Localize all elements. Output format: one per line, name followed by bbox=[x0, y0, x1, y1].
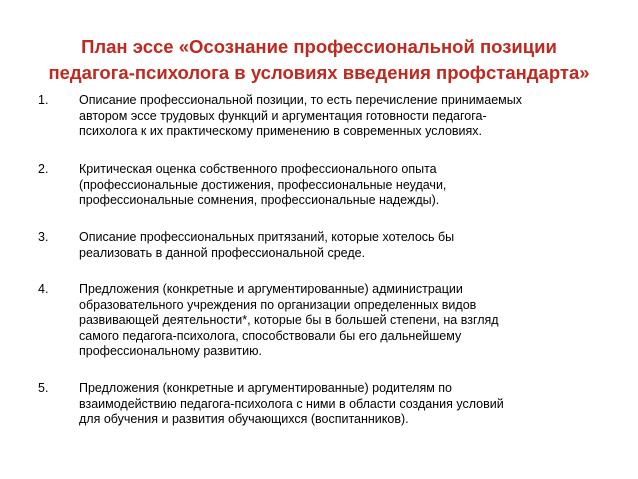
list-item-text bbox=[79, 230, 607, 261]
list-item-text bbox=[79, 93, 607, 140]
list-item-number: 5. bbox=[38, 381, 49, 395]
list-item-line: Критическая оценка собственного профессионального опыта bbox=[79, 162, 437, 176]
list-item-line: Предложения (конкретные и аргументированные) родителям по bbox=[79, 381, 453, 395]
list-item-line: развивающей деятельности*, которые бы в большей степени, на взгляд bbox=[79, 313, 499, 327]
list-item-number: 2. bbox=[38, 162, 49, 176]
list-item-line: самого педагога-психолога, способствовали бы его дальнейшему bbox=[79, 328, 462, 343]
list-item-number: 1. bbox=[38, 93, 49, 107]
list-item-text bbox=[79, 381, 607, 428]
list-item-line: взаимодействию педагога-психолога с ними в области создания условий bbox=[79, 396, 504, 411]
list-item-line: образовательного учреждения по организации определенных видов bbox=[79, 297, 477, 312]
list-item-line: автором эссе трудовых функций и аргументация готовности педагога- bbox=[79, 108, 487, 123]
list-item-line: профессиональному развитию. bbox=[79, 344, 262, 358]
slide-title bbox=[20, 34, 618, 86]
list-item-line: психолога к их практическому применению в современных условиях. bbox=[79, 124, 483, 138]
list-item-text bbox=[79, 162, 607, 209]
slide-title-line-2: педагога-психолога в условиях введения профстандарта» bbox=[48, 62, 590, 83]
list-item-line: профессиональные сомнения, профессиональные надежды). bbox=[79, 193, 440, 207]
list-item-line: Предложения (конкретные и аргументированные) администрации bbox=[79, 282, 463, 296]
list-item-line: реализовать в данной профессиональной среде. bbox=[79, 245, 366, 260]
list-item-line: Описание профессиональных притязаний, которые хотелось бы bbox=[79, 230, 455, 244]
list-item-number: 3. bbox=[38, 230, 49, 244]
list-item-line: Описание профессиональной позиции, то есть перечисление принимаемых bbox=[79, 93, 523, 107]
list-item-line: (профессиональные достижения, профессиональные неудачи, bbox=[79, 177, 447, 192]
list-item-line: для обучения и развития обучающихся (воспитанников). bbox=[79, 412, 409, 426]
slide-title-line-1: План эссе «Осознание профессиональной позиции bbox=[81, 36, 557, 57]
list-item-number: 4. bbox=[38, 282, 49, 296]
list-item-text bbox=[79, 282, 607, 360]
